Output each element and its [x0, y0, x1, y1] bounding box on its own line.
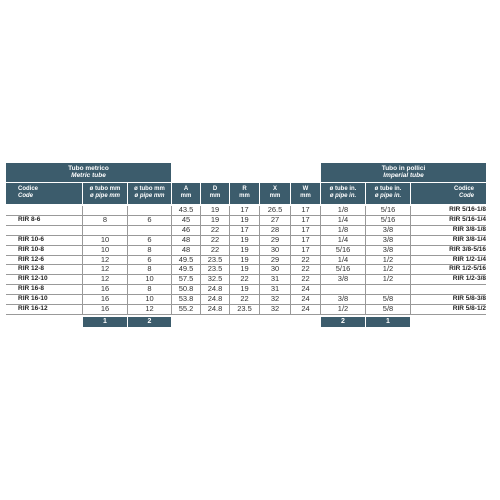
cell-in1: 1/8	[337, 225, 349, 234]
cell-R: 19	[240, 215, 249, 224]
cell-W: 24	[301, 305, 310, 313]
cell-in1: 5/16	[335, 245, 351, 254]
cell-code-left: RIR 16-12	[18, 305, 48, 312]
cell-mm1: 12	[100, 265, 110, 274]
cell-in1: 1/8	[337, 206, 349, 214]
cell-R: 19	[240, 285, 249, 294]
cell-mm1: 10	[100, 245, 110, 254]
cell-R: 17	[240, 206, 249, 214]
cell-in2: 3/8	[382, 245, 394, 254]
cell-in1: 1/4	[337, 235, 349, 244]
pipe-mm-header-1-en: ø pipe mm	[89, 193, 120, 199]
cell-W: 17	[301, 215, 310, 224]
footer-number-mm-2: 2	[128, 317, 171, 327]
cell-mm1: 8	[102, 215, 108, 224]
cell-A: 45	[181, 215, 191, 224]
cell-in1: 1/2	[337, 305, 349, 313]
pipe-in-header-2-en: ø pipe in.	[374, 193, 402, 199]
cell-in1: 1/4	[337, 255, 349, 264]
code-header-right-en: Code	[459, 193, 474, 199]
cell-in2: 1/2	[382, 275, 394, 284]
cell-in1: 3/8	[337, 275, 349, 284]
cell-code-left: RIR 10-6	[18, 235, 45, 243]
cell-D: 23.5	[207, 265, 223, 274]
cell-mm2	[128, 226, 171, 235]
cell-X: 30	[270, 265, 280, 274]
cell-W: 17	[301, 235, 310, 244]
row-divider	[6, 314, 486, 315]
cell-D: 23.5	[207, 255, 223, 264]
cell-A: 57.5	[178, 275, 194, 284]
cell-code-left: RIR 10-8	[18, 245, 45, 253]
cell-D: 24.8	[207, 305, 223, 313]
cell-D: 19	[210, 206, 220, 214]
dim-x-unit: mm	[269, 193, 281, 199]
footer-number-in-1: 2	[321, 317, 365, 327]
pipe-mm-header-1	[83, 183, 127, 204]
cell-mm1	[83, 226, 127, 235]
cell-A: 48	[181, 235, 191, 244]
cell-A: 49.5	[178, 265, 194, 274]
column-divider	[320, 206, 321, 315]
cell-code-left: RIR 12-6	[18, 255, 45, 263]
cell-mm2: 6	[147, 235, 152, 244]
dim-x-label: X	[272, 186, 277, 192]
metric-group-header	[6, 163, 171, 182]
cell-X: 31	[270, 285, 280, 294]
column-divider	[259, 206, 260, 315]
cell-X: 31	[270, 275, 280, 284]
cell-in2: 5/8	[382, 295, 394, 304]
cell-R: 19	[240, 245, 249, 254]
pipe-mm-header-1-it: ø tubo mm	[89, 186, 121, 192]
cell-mm1: 16	[100, 295, 110, 304]
pipe-in-header-1-en: ø pipe in.	[329, 193, 357, 199]
column-divider	[82, 206, 83, 315]
cell-D: 24.8	[207, 285, 223, 294]
dim-w-unit: mm	[300, 193, 311, 199]
code-header-right-it: Codice	[453, 186, 474, 192]
cell-mm1: 16	[100, 305, 110, 313]
cell-X: 28	[270, 225, 280, 234]
cell-in2: 5/8	[382, 305, 394, 313]
cell-mm1: 16	[100, 285, 110, 294]
cell-W: 22	[301, 265, 310, 274]
pipe-in-header-2	[366, 183, 410, 204]
cell-code-right: RIR 3/8-5/16	[449, 245, 486, 253]
cell-D: 32.5	[207, 275, 223, 284]
cell-D: 22	[210, 225, 220, 234]
column-divider	[365, 206, 366, 315]
cell-code-left	[18, 226, 82, 235]
cell-R: 23.5	[237, 305, 252, 313]
cell-W: 17	[301, 225, 310, 234]
cell-in2: 1/2	[382, 265, 394, 274]
pipe-mm-header-2-it: ø tubo mm	[134, 186, 165, 192]
cell-code-right: RIR 1/2-1/4	[452, 255, 486, 263]
cell-R: 19	[240, 265, 249, 274]
cell-in2: 5/16	[380, 206, 396, 214]
cell-X: 29	[270, 255, 280, 264]
cell-A: 50.8	[178, 285, 194, 294]
column-divider	[200, 206, 201, 315]
cell-A: 46	[181, 225, 191, 234]
dim-a-label: A	[183, 186, 189, 192]
cell-in2	[366, 285, 410, 294]
footer-number-in-2: 1	[366, 317, 410, 327]
cell-mm2: 8	[147, 265, 152, 274]
cell-X: 26.5	[267, 206, 283, 214]
dim-r-unit: mm	[239, 193, 250, 199]
metric-group-subtitle: Metric tube	[71, 172, 106, 179]
cell-mm2: 6	[147, 215, 152, 224]
cell-A: 48	[181, 245, 191, 254]
cell-code-right: RIR 5/8-3/8	[452, 295, 486, 303]
cell-W: 22	[301, 255, 310, 264]
cell-X: 29	[270, 235, 280, 244]
metric-group-title: Tubo metrico	[68, 165, 109, 172]
cell-code-right: RIR 1/2-5/16	[449, 265, 486, 273]
cell-mm2: 8	[147, 245, 152, 254]
dim-w-label: W	[302, 186, 309, 192]
column-divider	[229, 206, 230, 315]
cell-code-left: RIR 16-8	[18, 285, 45, 293]
cell-mm2	[128, 206, 171, 215]
column-divider	[127, 206, 128, 315]
column-divider	[290, 206, 291, 315]
cell-W: 17	[301, 245, 310, 254]
dim-d-header	[201, 183, 229, 204]
dim-x-header	[260, 183, 290, 204]
cell-code-left: RIR 16-10	[18, 295, 48, 303]
cell-A: 55.2	[178, 305, 194, 313]
imperial-group-subtitle: Imperial tube	[383, 172, 424, 179]
pipe-mm-header-2	[128, 183, 171, 204]
cell-code-right: RIR 3/8-1/8	[452, 225, 486, 233]
cell-in2: 1/2	[382, 255, 394, 264]
cell-W: 22	[301, 275, 310, 284]
cell-code-left: RIR 12-10	[18, 275, 48, 283]
column-divider	[410, 206, 411, 315]
dim-d-unit: mm	[209, 193, 221, 199]
cell-mm1: 12	[100, 255, 110, 264]
cell-D: 22	[210, 245, 220, 254]
dim-r-label: R	[242, 186, 247, 192]
cell-R: 19	[240, 255, 249, 264]
cell-mm2: 6	[147, 255, 152, 264]
cell-mm1: 10	[100, 235, 110, 244]
cell-in1: 1/4	[337, 215, 349, 224]
code-header-right	[411, 183, 486, 204]
dim-d-label: D	[212, 186, 218, 192]
cell-A: 43.5	[178, 206, 194, 214]
cell-X: 30	[270, 245, 280, 254]
cell-in2: 3/8	[382, 235, 394, 244]
cell-in1	[321, 285, 365, 294]
pipe-in-header-1-it: ø tube in.	[329, 186, 357, 192]
code-header-left-it: Codice	[18, 186, 39, 192]
pipe-mm-header-2-en: ø pipe mm	[134, 193, 165, 199]
cell-R: 17	[240, 225, 249, 234]
cell-mm2: 10	[145, 275, 154, 284]
cell-X: 32	[270, 295, 280, 304]
cell-code-right: RIR 5/16-1/8	[449, 206, 486, 213]
cell-A: 49.5	[178, 255, 194, 264]
cell-D: 24.8	[207, 295, 223, 304]
pipe-in-header-1	[321, 183, 365, 204]
cell-mm2: 8	[147, 285, 152, 294]
code-header-left	[6, 183, 82, 204]
cell-code-right: RIR 5/8-1/2	[452, 305, 486, 312]
cell-mm2: 10	[145, 295, 154, 304]
cell-mm1	[83, 206, 127, 215]
cell-X: 27	[270, 215, 280, 224]
cell-W: 17	[301, 206, 310, 214]
cell-in2: 5/16	[380, 215, 396, 224]
cell-A: 53.8	[178, 295, 194, 304]
cell-D: 22	[210, 235, 220, 244]
cell-R: 22	[240, 275, 249, 284]
cell-code-right	[411, 285, 486, 294]
cell-W: 24	[301, 285, 310, 294]
cell-X: 32	[270, 305, 280, 313]
cell-code-left: RIR 8-6	[18, 215, 41, 223]
dim-r-header	[230, 183, 259, 204]
cell-mm2: 12	[145, 305, 154, 313]
cell-D: 19	[210, 215, 220, 224]
imperial-group-title: Tubo in pollici	[381, 165, 426, 172]
cell-code-right: RIR 1/2-3/8	[452, 275, 486, 283]
pipe-in-header-2-it: ø tube in.	[374, 186, 402, 192]
cell-code-right: RIR 5/16-1/4	[449, 215, 486, 223]
column-divider	[171, 206, 172, 315]
dim-a-unit: mm	[180, 193, 192, 199]
cell-in1: 5/16	[335, 265, 351, 274]
cell-code-left	[18, 206, 82, 215]
cell-in1: 3/8	[337, 295, 349, 304]
cell-code-right: RIR 3/8-1/4	[452, 235, 486, 243]
footer-number-mm-1: 1	[83, 317, 127, 327]
cell-mm1: 12	[100, 275, 110, 284]
dim-a-header	[172, 183, 200, 204]
cell-W: 24	[301, 295, 310, 304]
cell-code-left: RIR 12-8	[18, 265, 45, 273]
code-header-left-en: Code	[18, 193, 33, 199]
cell-R: 19	[240, 235, 249, 244]
cell-R: 22	[240, 295, 249, 304]
dim-w-header	[291, 183, 320, 204]
cell-in2: 3/8	[382, 225, 394, 234]
imperial-group-header	[321, 163, 486, 182]
